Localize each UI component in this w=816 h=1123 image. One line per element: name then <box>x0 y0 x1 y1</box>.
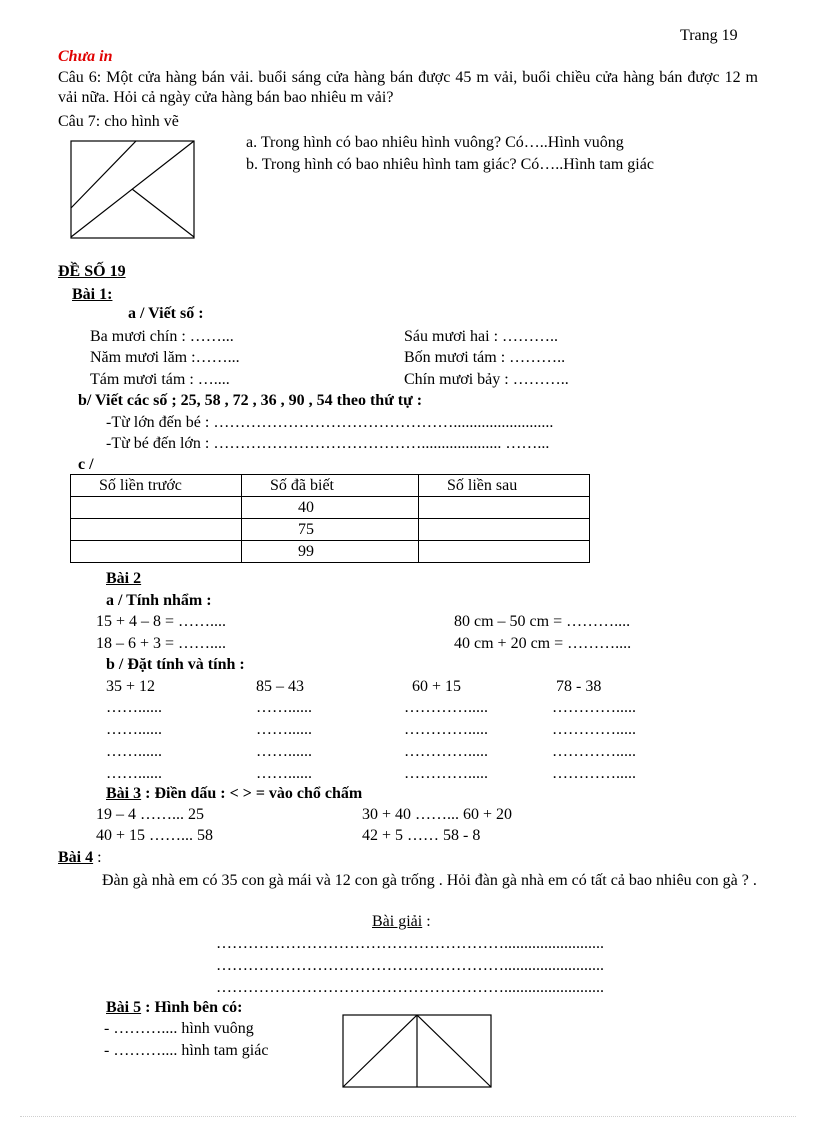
bai1-right-item: Bốn mươi tám : ……….. <box>404 349 566 366</box>
solution-colon: : <box>422 913 431 930</box>
bai1-b-title: b/ Viết các số ; 25, 58 , 72 , 36 , 90 , 54 theo thứ tự : <box>78 392 423 409</box>
solution-dots: ………………………………………………......................... <box>216 935 604 952</box>
bai2-left-item: 18 – 6 + 3 = …….... <box>96 635 227 652</box>
bai1-left-item: Năm mươi lăm :……... <box>90 349 240 366</box>
answer-dots: ……...... <box>256 765 312 782</box>
answer-dots: …………..... <box>404 765 488 782</box>
bai1-right-item: Sáu mươi hai : ……….. <box>404 328 559 345</box>
answer-dots: …………..... <box>404 721 488 738</box>
bai1-left-item: Ba mươi chín : ……... <box>90 328 234 345</box>
calc-expression: 60 + 15 <box>412 678 462 695</box>
answer-dots: ……...... <box>106 765 162 782</box>
calc-expression: 78 - 38 <box>556 678 602 695</box>
table-header: Số liền trước <box>71 475 242 497</box>
table-cell-empty <box>71 519 242 541</box>
solution-heading <box>372 912 431 932</box>
table-cell-empty <box>71 497 242 519</box>
table-row <box>71 541 590 563</box>
table-cell-empty <box>419 519 590 541</box>
calc-expression: 85 – 43 <box>256 678 304 695</box>
answer-dots: …………..... <box>404 699 488 716</box>
bai3-title: Bài 3 <box>106 785 142 802</box>
bai3-instruction: : Điền dấu : < > = vào chổ chấm <box>141 785 363 802</box>
bai1-c-title: c / <box>78 456 94 473</box>
page-number: Trang 19 <box>680 27 738 44</box>
status-label: Chưa in <box>58 48 113 65</box>
solution-dots: ………………………………………………......................... <box>216 979 604 996</box>
answer-dots: …………..... <box>404 743 488 760</box>
question-7a: a. Trong hình có bao nhiêu hình vuông? Có…..Hình vuông <box>246 134 624 151</box>
compare-item: 30 + 40 ……... 60 + 20 <box>362 806 513 823</box>
bai5-title: Bài 5 <box>106 999 142 1016</box>
bai2-b-title: b / Đặt tính và tính : <box>106 656 245 673</box>
answer-dots: ……...... <box>106 699 162 716</box>
table-header: Số liền sau <box>419 475 590 497</box>
bai2-right-item: 40 cm + 20 cm = ……….... <box>454 635 632 652</box>
solution-title: Bài giải <box>372 913 423 930</box>
calc-expression: 35 + 12 <box>106 678 156 695</box>
question-6: Câu 6: Một cửa hàng bán vải. buổi sáng cửa hàng bán được 45 m vải, buổi chiều cửa hàng bán được 12 m vải nữa. Hỏi cả ngày cửa hàng bán bao nhiêu m vải? <box>58 69 758 106</box>
bai4-title: Bài 4 <box>58 849 94 866</box>
answer-dots: …………..... <box>552 699 636 716</box>
answer-dots: …………..... <box>552 765 636 782</box>
bai1-right-item: Chín mươi bảy : ……….. <box>404 371 569 388</box>
table-row <box>71 497 590 519</box>
number-table <box>70 474 590 563</box>
answer-dots: ……...... <box>106 721 162 738</box>
bai4-problem: Đàn gà nhà em có 35 con gà mái và 12 con gà trống . Hỏi đàn gà nhà em có tất cả bao nhiêu con gà ? . <box>102 872 757 889</box>
bai2-left-item: 15 + 4 – 8 = …….... <box>96 613 227 630</box>
answer-dots: ……...... <box>106 743 162 760</box>
answer-dots: …………..... <box>552 743 636 760</box>
bai2-title: Bài 2 <box>106 570 142 587</box>
bai1-left-item: Tám mươi tám : ….... <box>90 371 230 388</box>
bai2-right-item: 80 cm – 50 cm = ……….... <box>454 613 631 630</box>
table-cell-empty <box>419 497 590 519</box>
table-row <box>71 519 590 541</box>
answer-dots: ……...... <box>256 743 312 760</box>
bai4-heading <box>58 848 102 868</box>
table-cell-empty <box>419 541 590 563</box>
bai3-heading <box>106 784 362 804</box>
bai1-a-title: a / Viết số : <box>128 305 204 322</box>
compare-item: 19 – 4 ……... 25 <box>96 806 204 823</box>
bai5-item: - ……….... hình vuông <box>104 1020 254 1037</box>
bai5-item: - ……….... hình tam giác <box>104 1042 269 1059</box>
compare-item: 42 + 5 …… 58 - 8 <box>362 827 481 844</box>
figure-two-squares-triangles <box>342 1014 492 1088</box>
table-cell: 75 <box>242 519 419 541</box>
compare-item: 40 + 15 ……... 58 <box>96 827 214 844</box>
table-cell-empty <box>71 541 242 563</box>
bai1-title: Bài 1: <box>72 286 113 303</box>
figure-rectangle-triangles <box>70 140 196 240</box>
answer-dots: …………..... <box>552 721 636 738</box>
table-header: Số đã biết <box>242 475 419 497</box>
bai1-b-line: -Từ lớn đến bé : ………………………………………......................... <box>106 414 554 431</box>
bai1-b-line: -Từ bé đến lớn : ………………………………….................... ……... <box>106 435 550 452</box>
solution-dots: ………………………………………………......................... <box>216 957 604 974</box>
page-bottom-divider <box>20 1116 796 1117</box>
bai4-colon: : <box>93 849 102 866</box>
question-7b: b. Trong hình có bao nhiêu hình tam giác? Có…..Hình tam giác <box>246 156 654 173</box>
bai2-a-title: a / Tính nhẩm : <box>106 592 212 609</box>
bai5-text: : Hình bên có: <box>141 999 243 1016</box>
exam-title: ĐỀ SỐ 19 <box>58 263 126 280</box>
answer-dots: ……...... <box>256 699 312 716</box>
answer-dots: ……...... <box>256 721 312 738</box>
question-7-label: Câu 7: cho hình vẽ <box>58 113 179 130</box>
bai5-heading <box>106 998 242 1018</box>
table-header-row <box>71 475 590 497</box>
table-cell: 40 <box>242 497 419 519</box>
table-cell: 99 <box>242 541 419 563</box>
